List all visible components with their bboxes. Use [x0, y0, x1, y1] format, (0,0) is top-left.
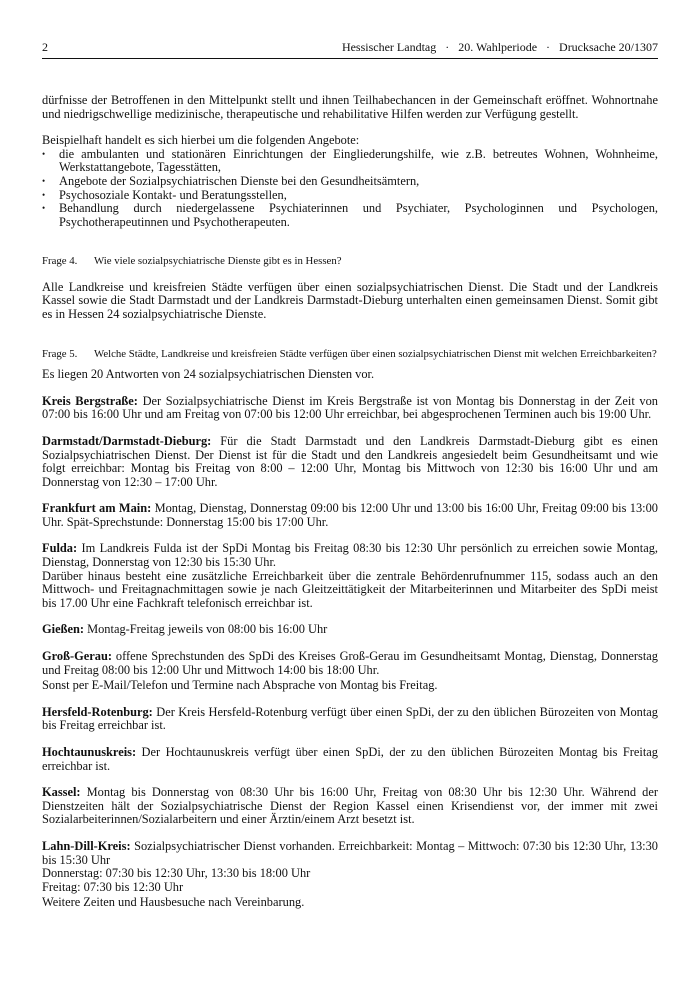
entry-fulda-extra: Darüber hinaus besteht eine zusätzliche Erreichbarkeit über die zentrale Behördenrufnummer 115, sodass auch an den Mittwoch- und Freitagnachmittagen sowie je nach Gleitzeittätigkeit der Mitarbeiterinnen und Mitarbeiter des SpDi meist bis 17.00 Uhr eine Fachkraft telefonisch erreichbar ist.: [42, 568, 658, 610]
list-item: • Angebote der Sozialpsychiatrischen Dienste bei den Gesundheitsämtern,: [42, 173, 420, 188]
question-5: [42, 348, 658, 361]
entry-lahn-dill-line4: Weitere Zeiten und Hausbesuche nach Vereinbarung.: [42, 895, 305, 910]
entry-lahn-dill: Lahn-Dill-Kreis: Sozialpsychiatrischer Dienst vorhanden. Erreichbarkeit: Montag – Mittwoch: 07:30 bis 12:30 Uhr, 13:30 bis 15:30 Uhr: [42, 838, 658, 867]
entry-bergstrasse: Kreis Bergstraße: Der Sozialpsychiatrische Dienst im Kreis Bergstraße ist von Montag bis Donnerstag in der Zeit von 07:00 bis 16:00 Uhr und am Freitag von 07:00 bis 12:00 Uhr erreichbar, bei abgesprochenen Terminen auch bis 19:00 Uhr.: [42, 393, 658, 422]
entry-gross-gerau-extra: Sonst per E-Mail/Telefon und Termine nach Absprache von Montag bis Freitag.: [42, 678, 438, 693]
question-4: [42, 255, 658, 268]
intro-paragraph: dürfnisse der Betroffenen in den Mittelpunkt stellt und ihnen Teilhabechancen in der Gemeinschaft eröffnet. Wohnortnahe und niedrigschwellige medizinische, therapeutische und rehabilitative Hilfen werden zur Verfügung gestellt.: [42, 93, 658, 121]
entry-darmstadt: Darmstadt/Darmstadt-Dieburg: Für die Stadt Darmstadt und den Landkreis Darmstadt-Dieburg gibt es einen Sozialpsychiatrischen Dienst. Der Dienst ist für die Stadt und den Landkreis angesiedelt beim Gesundheitsamt und wie folgt erreichbar: Montag bis Freitag von 8:00 – 12:00 Uhr, Montag bis Mittwoch von 12:30 bis 16:00 Uhr und am Donnerstag von 12:30 – 17:00 Uhr.: [42, 433, 658, 489]
list-item: • Psychosoziale Kontakt- und Beratungsstellen,: [42, 187, 287, 202]
entry-giessen: Gießen: Montag-Freitag jeweils von 08:00 bis 16:00 Uhr: [42, 622, 328, 637]
list-item: • Behandlung durch niedergelassene Psychiaterinnen und Psychiater, Psychologinnen und Psychologen, Psychotherapeutinnen und Psychotherapeuten.: [42, 201, 658, 229]
entry-frankfurt: Frankfurt am Main: Montag, Dienstag, Donnerstag 09:00 bis 12:00 Uhr und 13:00 bis 16:00 Uhr, Freitag 09:00 bis 13:00 Uhr. Spät-Sprechstunde: Donnerstag 15:00 bis 17:00 Uhr.: [42, 501, 658, 529]
list-item: • die ambulanten und stationären Einrichtungen der Eingliederungshilfe, wie z.B. betreutes Wohnen, Wohnheime, Werkstattangebote, Tagesstätten,: [42, 146, 658, 175]
header-title: Hessischer Landtag · 20. Wahlperiode · Drucksache 20/1307: [341, 40, 658, 54]
entry-hochtaunuskreis: Hochtaunuskreis: Der Hochtaunuskreis verfügt über einen SpDi, der zu den üblichen Bürozeiten Montag bis Freitag erreichbar ist.: [42, 745, 658, 773]
entry-fulda: Fulda: Im Landkreis Fulda ist der SpDi Montag bis Freitag 08:30 bis 12:30 Uhr persönlich zu erreichen sowie Montag, Dienstag, Donnerstag von 12:30 bis 15:30 Uhr.: [42, 541, 658, 570]
bullet-icon: •: [42, 203, 46, 214]
page-header: [42, 40, 658, 59]
bullet-icon: •: [42, 175, 46, 186]
document-body: [42, 94, 658, 910]
entry-lahn-dill-line3: Freitag: 07:30 bis 12:30 Uhr: [42, 879, 184, 894]
bullet-icon: •: [42, 189, 46, 200]
bullet-icon: •: [42, 148, 46, 159]
page-number: 2: [42, 40, 48, 54]
entry-gross-gerau: Groß-Gerau: offene Sprechstunden des SpDi des Kreises Groß-Gerau im Gesundheitsamt Montag, Dienstag, Donnerstag und Freitag 08:00 bis 12:00 Uhr und Mittwoch 14:00 bis 18:00 Uhr.: [42, 649, 658, 677]
question-text: Wie viele sozialpsychiatrische Dienste gibt es in Hessen?: [94, 255, 342, 268]
entry-hersfeld-rotenburg: Hersfeld-Rotenburg: Der Kreis Hersfeld-Rotenburg verfügt über einen SpDi, der zu den üblichen Bürozeiten von Montag bis Freitag erreichbar ist.: [42, 704, 658, 733]
question-text: Welche Städte, Landkreise und kreisfreien Städte verfügen über einen sozialpsychiatrischen Dienst mit welchen Erreichbarkeiten?: [94, 347, 657, 360]
question-label: Frage 4.: [42, 255, 78, 268]
question-label: Frage 5.: [42, 347, 78, 360]
entry-lahn-dill-line2: Donnerstag: 07:30 bis 12:30 Uhr, 13:30 bis 18:00 Uhr: [42, 866, 311, 881]
entry-kassel: Kassel: Montag bis Donnerstag von 08:30 Uhr bis 16:00 Uhr, Freitag von 08:30 Uhr bis 12:30 Uhr. Während der Dienstzeiten hält der Sozialpsychiatrische Dienst der Region Kassel einen Krisendienst vor, der immer mit zwei Sozialarbeiterinnen/Sozialarbeitern und einer Ärztin/einem Arzt besetzt ist.: [42, 785, 658, 827]
answer-4: Alle Landkreise und kreisfreien Städte verfügen über einen sozialpsychiatrischen Dienst. Die Stadt und der Landkreis Kassel sowie die Stadt Darmstadt und der Landkreis Darmstadt-Dieburg unterhalten einen gemeinsamen Dienst. Somit gibt es in Hessen 24 sozialpsychiatrische Dienste.: [42, 279, 658, 322]
offer-list: [42, 148, 658, 230]
answer-5-intro: Es liegen 20 Antworten von 24 sozialpsychiatrischen Diensten vor.: [42, 367, 375, 382]
examples-intro: Beispielhaft handelt es sich hierbei um die folgenden Angebote:: [42, 133, 360, 148]
